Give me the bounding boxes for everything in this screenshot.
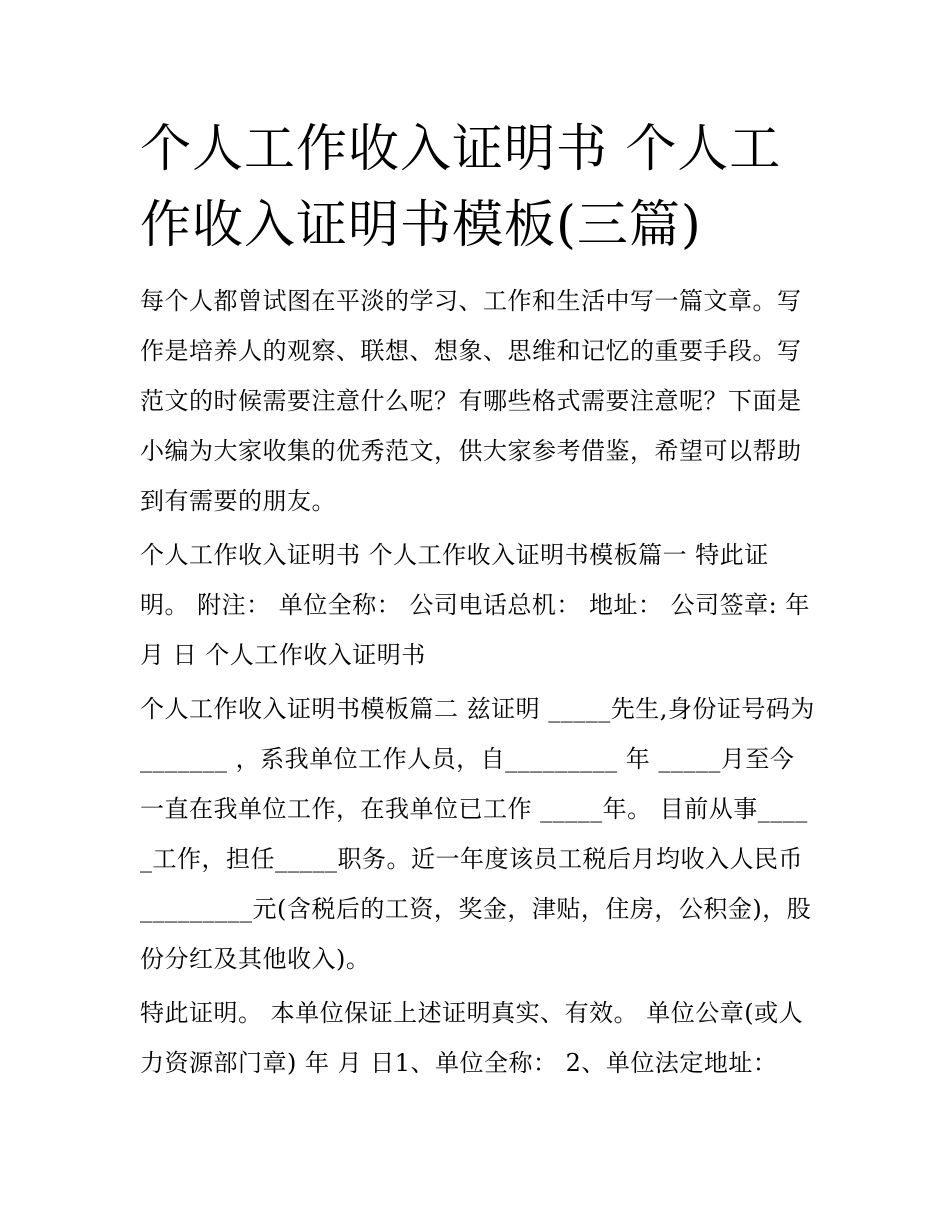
template-two-paragraph: 个人工作收入证明书模板篇二 兹证明 _____先生,身份证号码为_______ ，系我单位工作人员，自_________ 年 _____月至今一直在我单位工作，在我单位已工作 _____年。 目前从事_____工作，担任_____职务。近一年度该员工税后月均收入人民币_________元(含税后的工资，奖金，津贴，住房，公积金)，股份分红及其他收入)。 [140, 695, 815, 973]
document-body [140, 276, 815, 1092]
intro-paragraph: 每个人都曾试图在平淡的学习、工作和生活中写一篇文章。写作是培养人的观察、联想、想象、思维和记忆的重要手段。写范文的时候需要注意什么呢？有哪些格式需要注意呢？下面是小编为大家收集的优秀范文，供大家参考借鉴，希望可以帮助到有需要的朋友。 [140, 287, 802, 515]
certification-paragraph: 特此证明。 本单位保证上述证明真实、有效。 单位公章(或人力资源部门章) 年 月 日1、单位全称： 2、单位法定地址： [140, 999, 804, 1077]
document-title: 个人工作收入证明书 个人工作收入证明书模板(三篇) [140, 120, 782, 255]
template-one-paragraph: 个人工作收入证明书 个人工作收入证明书模板篇一 特此证明。 附注： 单位全称： 公司电话总机： 地址： 公司签章: 年 月 日 个人工作收入证明书 [140, 541, 810, 669]
